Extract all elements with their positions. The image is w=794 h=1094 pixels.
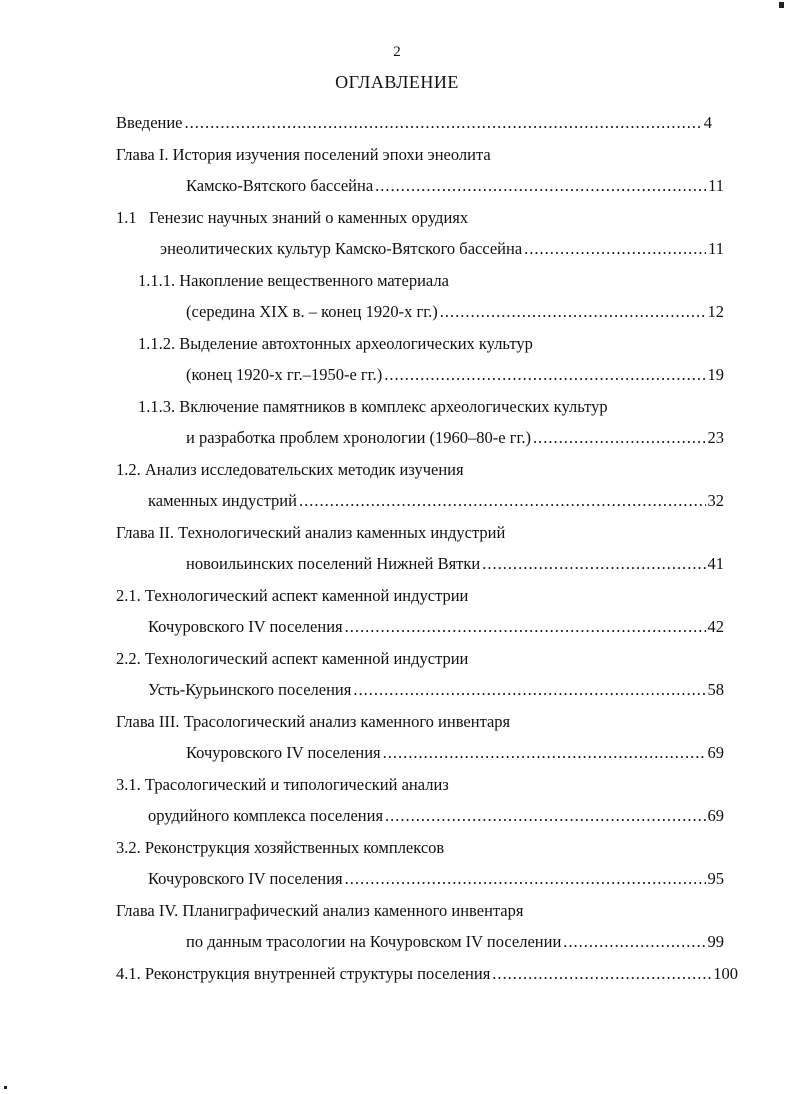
toc-entry-text: новоильинских поселений Нижней Вятки [186,554,481,573]
toc-entry-section-2-1[interactable] [116,585,468,607]
toc-entry-page: 4 [703,113,712,132]
toc-entry-section-1-1-3-cont[interactable] [186,427,724,449]
toc-entry-page: 58 [707,680,724,699]
toc-entry-text: 1.1 Генезис научных знаний о каменных орудиях [116,208,469,227]
toc-entry-text: Глава I. История изучения поселений эпохи энеолита [116,145,491,164]
toc-entry-text: орудийного комплекса поселения [148,806,384,825]
toc-entry-text: энеолитических культур Камско-Вятского бассейна [160,239,523,258]
toc-leader-dots [385,805,705,827]
toc-entry-text: и разработка проблем хронологии (1960–80-е гг.) [186,428,532,447]
toc-entry-text: Глава III. Трасологический анализ каменного инвентаря [116,712,511,731]
toc-entry-text: (конец 1920-х гг.–1950-е гг.) [186,365,383,384]
toc-leader-dots [345,616,706,638]
toc-entry-chapter-2[interactable] [116,522,505,544]
toc-entry-text: каменных индустрий [148,491,297,510]
toc-entry-page: 19 [707,365,724,384]
toc-entry-text: (середина XIX в. – конец 1920-х гг.) [186,302,438,321]
toc-leader-dots [440,301,706,323]
toc-entry-section-3-1-cont[interactable] [148,805,724,827]
toc-entry-page: 41 [707,554,724,573]
toc-entry-page: 12 [707,302,724,321]
toc-leader-dots [353,679,705,701]
toc-leader-dots [482,553,705,575]
toc-entry-page: 32 [707,491,724,510]
toc-entry-chapter-1-cont[interactable] [186,175,724,197]
toc-entry-section-3-2-cont[interactable] [148,868,724,890]
toc-entry-chapter-1[interactable] [116,144,491,166]
toc-entry-text: Кочуровского IV поселения [148,617,343,636]
toc-entry-section-1-1-2[interactable] [138,333,533,355]
toc-entry-page: 69 [707,806,724,825]
toc-entry-text: Глава IV. Планиграфический анализ каменного инвентаря [116,901,524,920]
toc-entry-section-4-1[interactable] [116,963,738,985]
toc-entry-text: Введение [116,113,183,132]
scan-artifact-bottom-left [4,1086,7,1089]
toc-leader-dots [299,490,706,512]
toc-leader-dots [375,175,706,197]
toc-entry-text: 3.2. Реконструкция хозяйственных комплексов [116,838,445,857]
toc-entry-page: 23 [707,428,724,447]
toc-leader-dots [185,112,702,134]
toc-entry-section-2-2-cont[interactable] [148,679,724,701]
scan-artifact-top-right [779,2,784,8]
toc-entry-section-2-2[interactable] [116,648,468,670]
toc-leader-dots [492,963,711,985]
toc-entry-section-3-2[interactable] [116,837,444,859]
toc-entry-chapter-2-cont[interactable] [186,553,724,575]
toc-entry-text: 2.1. Технологический аспект каменной индустрии [116,586,469,605]
toc-entry-text: Кочуровского IV поселения [186,743,381,762]
toc-entry-section-3-1[interactable] [116,774,449,796]
toc-entry-section-1-2[interactable] [116,459,464,481]
toc-entry-introduction[interactable] [116,112,712,134]
toc-entry-section-1-1-cont[interactable] [160,238,724,260]
toc-entry-text: Кочуровского IV поселения [148,869,343,888]
toc-entry-section-1-1-2-cont[interactable] [186,364,724,386]
toc-entry-page: 100 [713,964,738,983]
toc-entry-text: 1.2. Анализ исследовательских методик изучения [116,460,464,479]
toc-leader-dots [383,742,706,764]
toc-entry-chapter-3-cont[interactable] [186,742,724,764]
toc-entry-chapter-3[interactable] [116,711,510,733]
toc-entry-section-1-1-1-cont[interactable] [186,301,724,323]
toc-entry-section-1-2-cont[interactable] [148,490,724,512]
toc-entry-text: 1.1.2. Выделение автохтонных археологических культур [138,334,533,353]
toc-leader-dots [524,238,706,260]
toc-leader-dots [533,427,705,449]
toc-entry-section-2-1-cont[interactable] [148,616,724,638]
toc-entry-text: по данным трасологии на Кочуровском IV поселении [186,932,562,951]
toc-entry-text: 1.1.3. Включение памятников в комплекс археологических культур [138,397,608,416]
toc-entry-section-1-1[interactable] [116,207,468,229]
toc-entry-chapter-4[interactable] [116,900,523,922]
toc-entry-page: 95 [707,869,724,888]
toc-entry-page: 99 [707,932,724,951]
toc-leader-dots [345,868,706,890]
toc-leader-dots [384,364,705,386]
toc-entry-text: Глава II. Технологический анализ каменных индустрий [116,523,506,542]
toc-entry-section-1-1-1[interactable] [138,270,449,292]
toc-entry-page: 69 [707,743,724,762]
page-number: 2 [393,44,401,60]
toc-entry-text: Усть-Курьинского поселения [148,680,352,699]
toc-entry-text: 3.1. Трасологический и типологический анализ [116,775,449,794]
toc-entry-text: Камско-Вятского бассейна [186,176,374,195]
toc-entry-page: 11 [708,239,724,258]
toc-entry-page: 11 [708,176,724,195]
toc-entry-text: 2.2. Технологический аспект каменной индустрии [116,649,469,668]
toc-entry-chapter-4-cont[interactable] [186,931,724,953]
toc-entry-text: 1.1.1. Накопление вещественного материала [138,271,449,290]
toc-entry-section-1-1-3[interactable] [138,396,608,418]
page-title: ОГЛАВЛЕНИЕ [335,72,459,92]
toc-leader-dots [563,931,705,953]
toc-entry-text: 4.1. Реконструкция внутренней структуры поселения [116,964,491,983]
toc-entry-page: 42 [707,617,724,636]
